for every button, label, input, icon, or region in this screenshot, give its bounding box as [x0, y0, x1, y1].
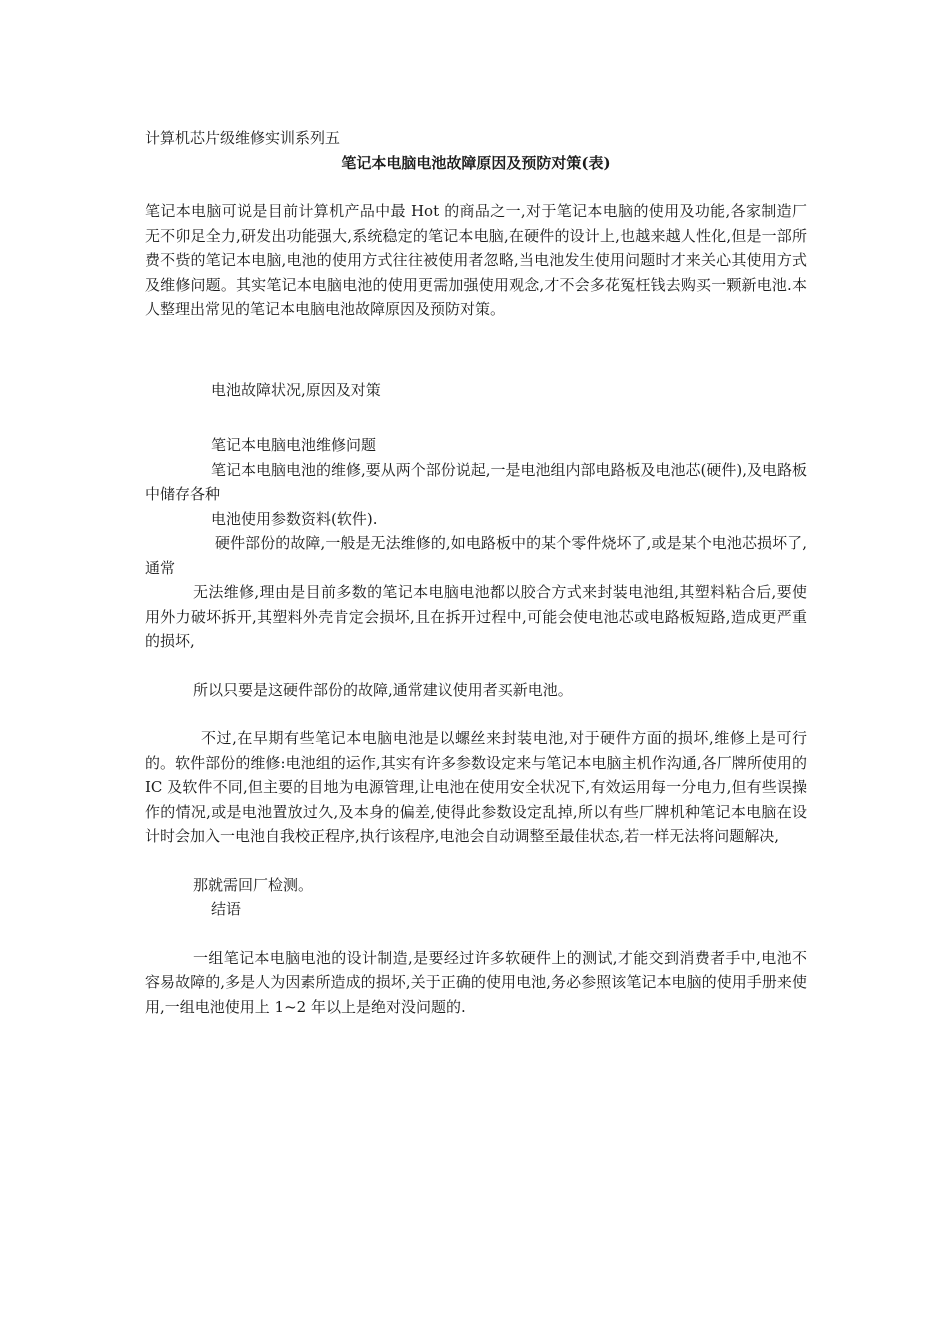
software-paragraph: 不过,在早期有些笔记本电脑电池是以螺丝来封装电池,对于硬件方面的损坏,维修上是可行的。软件部份的维修:电池组的运作,其实有许多参数设定来与笔记本电脑主机作沟通,各厂牌所使用的 IC 及软件不同,但主要的目地为电源管理,让电池在使用安全状况下,有效运用每一分电力,但有些误操作的情况,或是电池置放过久,及本身的偏差,使得此参数设定乱掉,所以有些厂牌机种笔记本电脑在设计时会加入一电池自我校正程序,执行该程序,电池会自动调整至最佳状态,若一样无法将问题解决,	[145, 729, 807, 845]
hardware-conclusion: 所以只要是这硬件部份的故障,通常建议使用者买新电池。	[193, 680, 573, 699]
spacer	[145, 654, 807, 678]
repair-paragraph: 笔记本电脑电池的维修,要从两个部份说起,一是电池组内部电路板及电池芯(硬件),及电路板中储存各种	[145, 460, 808, 503]
conclusion-paragraph: 一组笔记本电脑电池的设计制造,是要经过许多软硬件上的测试,才能交到消费者手中,电池不容易故障的,多是人为因素所造成的损坏,关于正确的使用电池,务必参照该笔记本电脑的使用手册来使用,一组电池使用上 1~2 年以上是绝对没问题的.	[145, 948, 807, 1016]
spacer	[145, 849, 807, 873]
document-title: 笔记本电脑电池故障原因及预防对策(表)	[341, 153, 611, 172]
spacer	[145, 322, 807, 370]
hardware-detail-paragraph: 无法维修,理由是目前多数的笔记本电脑电池都以胶合方式来封装电池组,其塑料粘合后,要使用外力破坏拆开,其塑料外壳肯定会损坏,且在拆开过程中,可能会使电池芯或电路板短路,造成更严重的损坏,	[145, 583, 807, 650]
heading-conclusion: 结语	[211, 900, 242, 918]
heading-battery-repair: 笔记本电脑电池维修问题	[211, 436, 377, 454]
spacer	[145, 402, 807, 426]
intro-paragraph: 笔记本电脑可说是目前计算机产品中最 Hot 的商品之一,对于笔记本电脑的使用及功能,各家制造厂无不卯足全力,研发出功能强大,系统稳定的笔记本电脑,在硬件的设计上,也越来越人性化,但是一部所费不赀的笔记本电脑,电池的使用方式往往被使用者忽略,当电池发生使用问题时才来关心其使用方式及维修问题。其实笔记本电脑电池的使用更需加强使用观念,才不会多花冤枉钱去购买一颗新电池.本人整理出常见的笔记本电脑电池故障原因及预防对策。	[145, 202, 807, 318]
spacer	[145, 175, 807, 199]
heading-battery-status: 电池故障状况,原因及对策	[211, 380, 381, 399]
document-body	[145, 126, 807, 1019]
series-label: 计算机芯片级维修实训系列五	[145, 129, 341, 147]
repair-software-line: 电池使用参数资料(软件).	[211, 509, 378, 528]
hardware-paragraph: 硬件部份的故障,一般是无法维修的,如电路板中的某个零件烧坏了,或是某个电池芯损坏了,通常	[145, 534, 807, 577]
spacer	[145, 702, 807, 726]
spacer	[145, 922, 807, 946]
return-to-factory: 那就需回厂检测。	[193, 875, 314, 894]
